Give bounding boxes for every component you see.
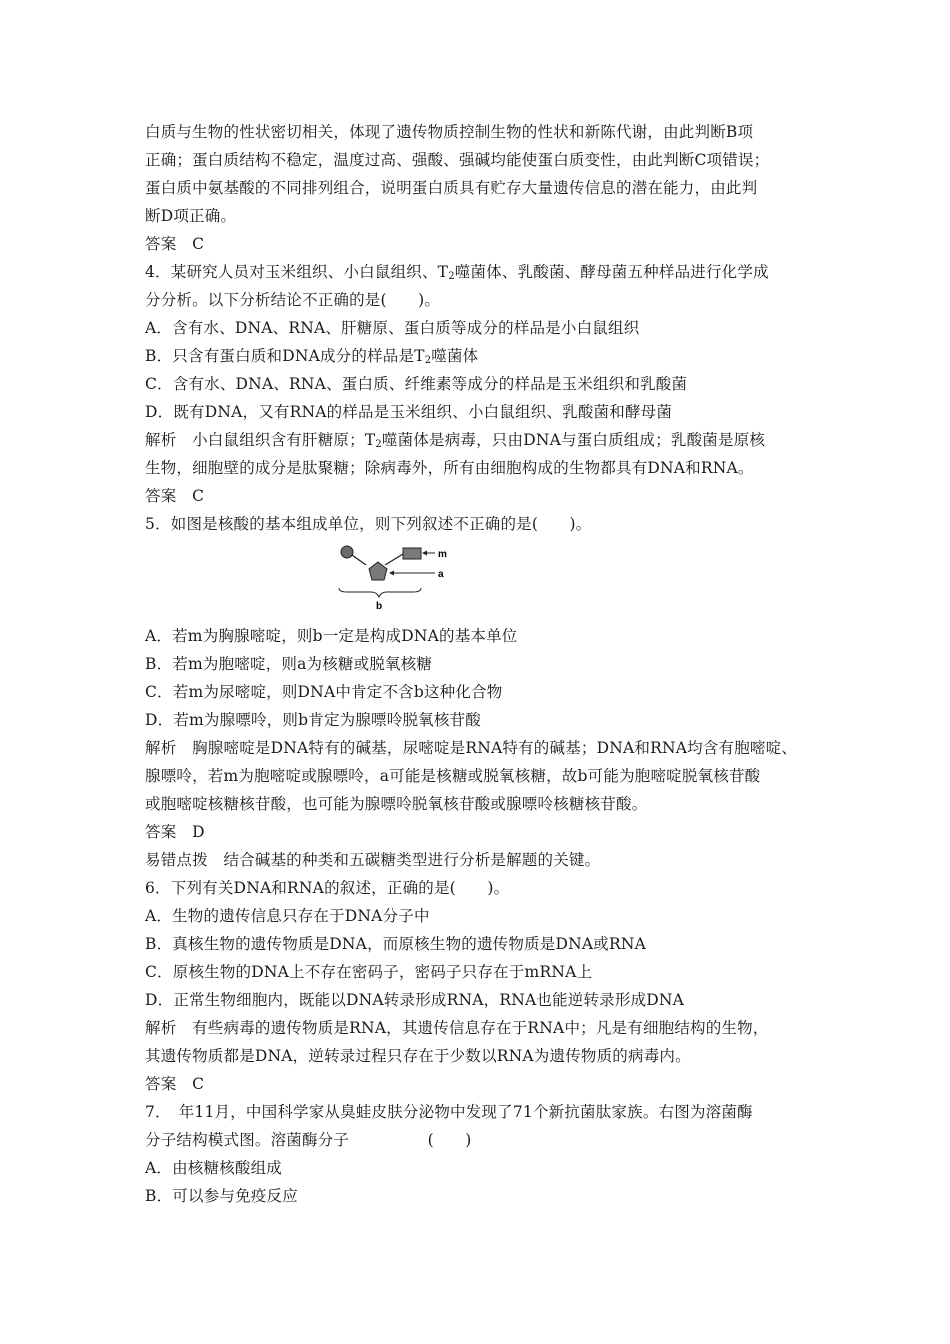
analysis-line: 腺嘌呤，若m为胞嘧啶或腺嘌呤，a可能是核糖或脱氧核糖，故b可能为胞嘧啶脱氧核苷酸: [145, 767, 761, 785]
option-a: A．若m为胸腺嘧啶，则b一定是构成DNA的基本单位: [145, 627, 518, 645]
analysis-line: [145, 426, 810, 454]
brace-b: [339, 588, 421, 597]
option-b: [145, 342, 810, 370]
text-line: 白质与生物的性状密切相关，体现了遗传物质控制生物的性状和新陈代谢，由此判断B项: [145, 123, 754, 141]
text-line: 蛋白质中氨基酸的不同排列组合，说明蛋白质具有贮存大量遗传信息的潜在能力，由此判: [145, 179, 758, 197]
text-span: 解析 小白鼠组织含有肝糖原；T: [145, 431, 376, 449]
option-a: A．生物的遗传信息只存在于DNA分子中: [145, 907, 430, 925]
option-d: D．既有DNA，又有RNA的样品是玉米组织、小白鼠组织、乳酸菌和酵母菌: [145, 403, 673, 421]
pentose-pentagon: [369, 562, 387, 580]
option-d: D．正常生物细胞内，既能以DNA转录形成RNA，RNA也能逆转录形成DNA: [145, 991, 685, 1009]
arrow-head-icon: [389, 571, 394, 576]
option-b: B．若m为胞嘧啶，则a为核糖或脱氧核糖: [145, 655, 433, 673]
option-b: B．真核生物的遗传物质是DNA，而原核生物的遗传物质是DNA或RNA: [145, 935, 646, 953]
subscript: 2: [448, 271, 455, 282]
analysis-line: 解析 胸腺嘧啶是DNA特有的碱基，尿嘧啶是RNA特有的碱基；DNA和RNA均含有胞嘧啶、: [145, 739, 798, 757]
subscript: 2: [424, 355, 432, 366]
question-6-stem: 6．下列有关DNA和RNA的叙述，正确的是( )。: [145, 879, 510, 897]
text-span: 噬菌体: [431, 347, 479, 365]
answer-line: 答案 C: [145, 487, 205, 505]
text-span: 4．某研究人员对玉米组织、小白鼠组织、T: [145, 263, 449, 281]
label-b: b: [376, 601, 383, 612]
label-a: a: [438, 569, 444, 580]
nucleotide-figure: [145, 538, 810, 622]
answer-line: 答案 C: [145, 1075, 205, 1093]
text-span: 噬菌体是病毒，只由DNA与蛋白质组成；乳酸菌是原核: [381, 431, 766, 449]
bond-line: [385, 554, 403, 565]
analysis-line: 或胞嘧啶核糖核苷酸，也可能为腺嘌呤脱氧核苷酸或腺嘌呤核糖核苷酸。: [145, 795, 648, 813]
analysis-line: 其遗传物质都是DNA，逆转录过程只存在于少数以RNA为遗传物质的病毒内。: [145, 1047, 691, 1065]
tip-line: 易错点拨 结合碱基的种类和五碳糖类型进行分析是解题的关键。: [145, 851, 601, 869]
nucleotide-diagram: [335, 538, 475, 622]
option-c: C．原核生物的DNA上不存在密码子，密码子只存在于mRNA上: [145, 963, 593, 981]
subscript: 2: [375, 439, 382, 450]
option-d: D．若m为腺嘌呤，则b肯定为腺嘌呤脱氧核苷酸: [145, 711, 481, 729]
text-line: 正确；蛋白质结构不稳定，温度过高、强酸、强碱均能使蛋白质变性，由此判断C项错误；: [145, 151, 770, 169]
text-line: 断D项正确。: [145, 207, 237, 225]
option-a: A．含有水、DNA、RNA、肝糖原、蛋白质等成分的样品是小白鼠组织: [145, 319, 640, 337]
answer-line: 答案 D: [145, 823, 205, 841]
document-page: [145, 118, 810, 1210]
option-c: C．若m为尿嘧啶，则DNA中肯定不含b这种化合物: [145, 683, 503, 701]
phosphate-circle: [341, 546, 353, 558]
arrow-head-icon: [422, 551, 427, 556]
question-4-stem: [145, 258, 810, 286]
option-c: C．含有水、DNA、RNA、蛋白质、纤维素等成分的样品是玉米组织和乳酸菌: [145, 375, 688, 393]
question-7-stem: 7． 年11月，中国科学家从臭蛙皮肤分泌物中发现了71个新抗菌肽家族。右图为溶菌酶: [145, 1103, 753, 1121]
base-rectangle: [403, 548, 421, 559]
question-5-stem: 5．如图是核酸的基本组成单位，则下列叙述不正确的是( )。: [145, 515, 592, 533]
option-b: B．可以参与免疫反应: [145, 1187, 298, 1205]
label-m: m: [438, 549, 447, 560]
text-span: B．只含有蛋白质和DNA成分的样品是T: [145, 347, 425, 365]
text-line: 分子结构模式图。溶菌酶分子 ( ): [145, 1131, 472, 1149]
answer-line: 答案 C: [145, 235, 205, 253]
analysis-line: 解析 有些病毒的遗传物质是RNA，其遗传信息存在于RNA中；凡是有细胞结构的生物，: [145, 1019, 769, 1037]
option-a: A．由核糖核酸组成: [145, 1159, 282, 1177]
bond-line: [352, 555, 366, 565]
text-span: 噬菌体、乳酸菌、酵母菌五种样品进行化学成: [454, 263, 769, 281]
text-line: 分分析。以下分析结论不正确的是( )。: [145, 291, 441, 309]
analysis-line: 生物，细胞壁的成分是肽聚糖；除病毒外，所有由细胞构成的生物都具有DNA和RNA。: [145, 459, 754, 477]
